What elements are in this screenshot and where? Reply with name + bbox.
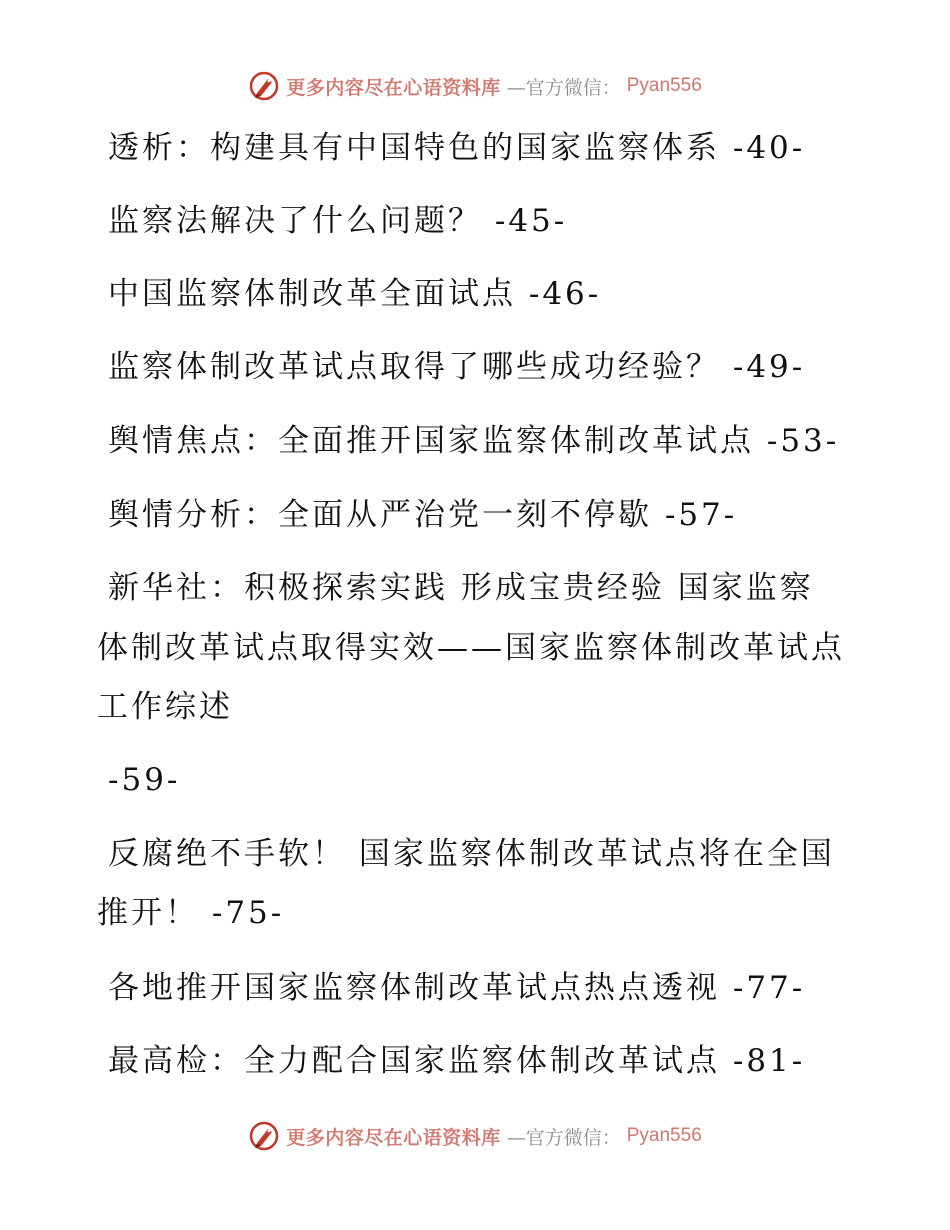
toc-page-number: -59- [108, 762, 181, 798]
watermark-group [248, 70, 702, 102]
watermark-group [248, 1120, 702, 1152]
toc-entry: 监察法解决了什么问题？ -45- [108, 203, 568, 239]
watermark-text: 更多内容尽在心语资料库 [286, 1126, 501, 1149]
toc-entry: 监察体制改革试点取得了哪些成功经验？ -49- [108, 349, 806, 385]
watermark-account: Pyan556 [626, 75, 702, 96]
toc-entry-continuation: 推开！ -75- [97, 895, 285, 931]
pen-logo-icon [248, 1120, 280, 1152]
toc-entry: 最高检：全力配合国家监察体制改革试点 -81- [108, 1043, 806, 1079]
footer-watermark [0, 1120, 950, 1152]
toc-entry: 各地推开国家监察体制改革试点热点透视 -77- [108, 970, 806, 1006]
toc-entry: 反腐绝不手软！ 国家监察体制改革试点将在全国 [108, 836, 835, 872]
toc-entry: 中国监察体制改革全面试点 -46- [108, 276, 602, 312]
watermark-text: 更多内容尽在心语资料库 [286, 76, 501, 99]
toc-entry-continuation: 体制改革试点取得实效——国家监察体制改革试点 [97, 630, 845, 666]
toc-entry: 透析：构建具有中国特色的国家监察体系 -40- [108, 130, 806, 166]
toc-entry: 新华社：积极探索实践 形成宝贵经验 国家监察 [108, 570, 814, 606]
toc-entry: 舆情分析：全面从严治党一刻不停歇 -57- [108, 497, 738, 533]
toc-entry: 舆情焦点：全面推开国家监察体制改革试点 -53- [108, 423, 840, 459]
watermark-account: Pyan556 [626, 1125, 702, 1146]
watermark-separator: —官方微信： [506, 76, 621, 99]
watermark-separator: —官方微信： [506, 1126, 621, 1149]
toc-entry-continuation: 工作综述 [97, 689, 233, 725]
header-watermark [0, 70, 950, 102]
pen-logo-icon [248, 70, 280, 102]
